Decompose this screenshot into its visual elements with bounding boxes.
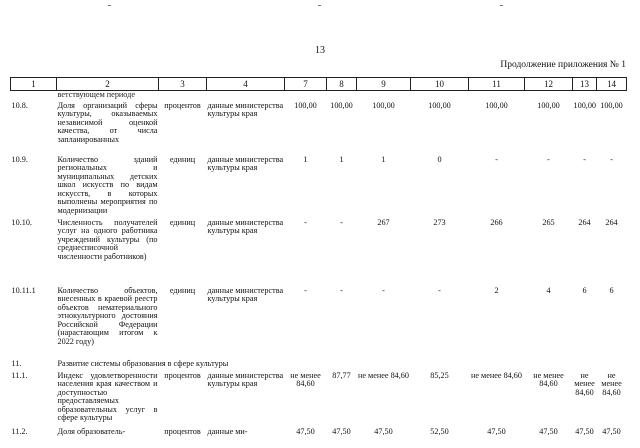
value-cell: 100,00 (573, 100, 597, 110)
value-cell: 6 (609, 285, 614, 295)
data-source: данные министерства культуры края (207, 100, 284, 119)
indicator-name: Численность получателей услуг на одного работника учреждений культуры (по среднесписочной численности работников) (57, 217, 158, 261)
data-source: данные министерства культуры края (207, 154, 284, 173)
value-cell: 264 (605, 217, 618, 227)
value-cell: 87,77 (332, 370, 351, 380)
value-cell: 52,50 (430, 426, 449, 436)
value-cell: - (438, 285, 441, 295)
value-cell: - (382, 285, 385, 295)
value-cell: 0 (437, 154, 442, 164)
value-cell: 265 (542, 217, 555, 227)
row-code: 10.10. (11, 217, 32, 227)
value-cell: не менее 84,60 (290, 370, 321, 389)
value-cell: - (304, 217, 307, 227)
value-cell: 264 (578, 217, 591, 227)
value-cell: 100,00 (485, 100, 508, 110)
value-cell: - (495, 154, 498, 164)
value-cell: 1 (339, 154, 344, 164)
row-code: 10.8. (11, 100, 28, 110)
value-cell: - (340, 217, 343, 227)
value-cell: 85,25 (430, 370, 449, 380)
value-cell: - (610, 154, 613, 164)
value-cell: 267 (377, 217, 390, 227)
table-row (11, 102, 627, 156)
indicator-name: Количество объектов, внесенных в краевой реестр объектов нематериального этнокультурного достояния Российской Федерации (нарастающим итогом к 2022 году) (57, 285, 158, 347)
table-row (11, 287, 627, 360)
row-code: 11.2. (11, 426, 28, 436)
value-cell: - (547, 154, 550, 164)
col-header: 1 (11, 78, 57, 91)
data-source: данные министерства культуры края (207, 217, 284, 236)
indicator-name: Индекс удовлетворенности населения края качеством и доступностью предоставляемых образовательных услуг в сфере культуры (57, 370, 158, 423)
col-header: 11 (469, 78, 525, 91)
value-cell: 47,50 (374, 426, 393, 436)
value-cell: не менее 84,60 (533, 370, 564, 389)
value-cell: 100,00 (330, 100, 353, 110)
scan-mark (108, 5, 111, 6)
value-cell: 4 (546, 285, 551, 295)
table-row (11, 372, 627, 428)
col-header: 9 (357, 78, 411, 91)
value-cell: 273 (433, 217, 446, 227)
value-cell: 2 (494, 285, 499, 295)
page-number: 13 (315, 45, 325, 56)
value-cell: 47,50 (602, 426, 621, 436)
value-cell: не менее 84,60 (601, 370, 622, 397)
value-cell: 100,00 (537, 100, 560, 110)
col-header: 14 (597, 78, 627, 91)
section-title: Развитие системы образования в сфере культуры (57, 358, 229, 368)
value-cell: не менее 84,60 (471, 370, 522, 380)
col-header: 8 (327, 78, 357, 91)
unit: процентов (164, 100, 201, 110)
value-cell: не менее 84,60 (574, 370, 595, 397)
value-cell: 100,00 (428, 100, 451, 110)
value-cell: 100,00 (600, 100, 623, 110)
table-row (11, 219, 627, 287)
value-cell: 6 (582, 285, 587, 295)
col-header: 12 (525, 78, 573, 91)
value-cell: 47,50 (296, 426, 315, 436)
value-cell: - (583, 154, 586, 164)
table-row (11, 156, 627, 219)
value-cell: 47,50 (487, 426, 506, 436)
indicator-name: Доля организаций сферы культуры, оказываемых независимой оценкой качества, от числа запланированных (57, 100, 158, 144)
unit: процентов (164, 370, 201, 380)
value-cell: 47,50 (575, 426, 594, 436)
value-cell: - (340, 285, 343, 295)
unit: единиц (169, 285, 196, 295)
col-header: 7 (285, 78, 327, 91)
value-cell: 47,50 (539, 426, 558, 436)
table-row (11, 428, 627, 440)
col-header: 13 (573, 78, 597, 91)
indicator-name: Доля образователь- (57, 426, 126, 436)
unit: процентов (164, 426, 201, 436)
value-cell: не менее 84,60 (358, 370, 409, 380)
col-header: 2 (57, 78, 159, 91)
appendix-caption: Продолжение приложения № 1 (500, 60, 626, 70)
header-row (11, 78, 627, 91)
col-header: 10 (411, 78, 469, 91)
section-code: 11. (11, 358, 22, 368)
data-source: данные министерства культуры края (207, 285, 284, 304)
value-cell: 100,00 (294, 100, 317, 110)
unit: единиц (169, 154, 196, 164)
indicators-table (10, 77, 627, 440)
col-header: 3 (159, 78, 207, 91)
data-source: данные ми- (207, 426, 248, 436)
unit: единиц (169, 217, 196, 227)
value-cell: 1 (381, 154, 386, 164)
value-cell: 100,00 (372, 100, 395, 110)
value-cell: - (304, 285, 307, 295)
indicator-name: Количество зданий региональных и муниципальных детских школ искусств по видам искусств, в которых выполнены мероприятия по модернизации (57, 154, 158, 216)
section-row (11, 360, 627, 372)
value-cell: 1 (303, 154, 308, 164)
value-cell: 266 (490, 217, 503, 227)
value-cell: 47,50 (332, 426, 351, 436)
row-code: 11.1. (11, 370, 28, 380)
scan-mark (500, 5, 503, 6)
row-code: 10.11.1 (11, 285, 36, 295)
row-code: 10.9. (11, 154, 28, 164)
col-header: 4 (207, 78, 285, 91)
continuation-text: ветствующем периоде (57, 90, 135, 99)
data-source: данные министерства культуры края (207, 370, 284, 389)
scan-mark (318, 5, 321, 6)
